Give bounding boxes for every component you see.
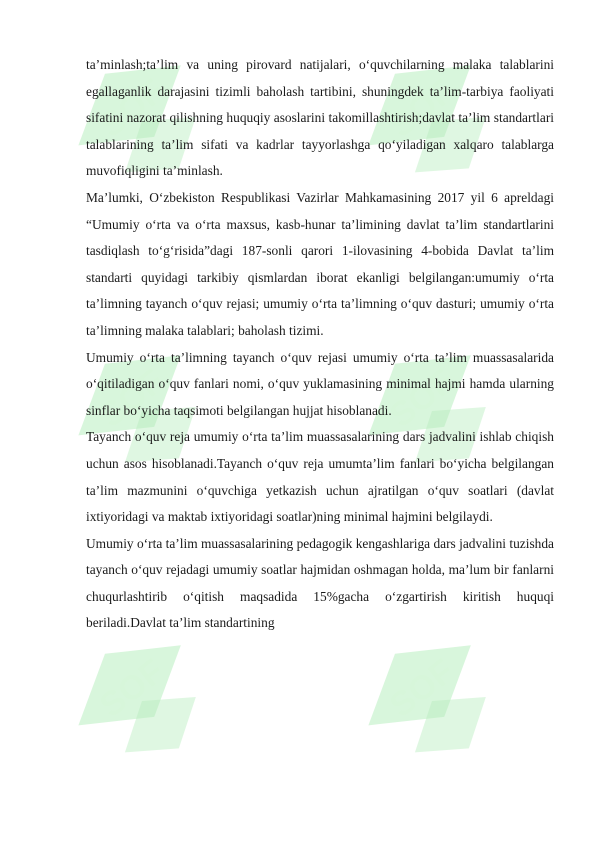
paragraph: Ma’lumki, O‘zbekiston Respublikasi Vazirlar Mahkamasining 2017 yil 6 apreldagi “Umumiy o‘rta va o‘rta maxsus, kasb-hunar ta’limining davlat ta’lim standartlarini tasdiqlash to‘g‘risida”dagi 187-sonli qarori 1-ilovasining 4-bobida Davlat ta’lim standarti quyidagi tarkibiy qismlardan iborat ekanligi belgilangan:umumiy o‘rta ta’limning tayanch o‘quv rejasi; umumiy o‘rta ta’limning o‘quv dasturi; umumiy o‘rta ta’limning malaka talablari; baholash tizimi.	[86, 189, 554, 338]
paragraph: Umumiy o‘rta ta’lim muassasalarining pedagogik kengashlariga dars jadvalini tuzishda tayanch o‘quv rejadagi umumiy soatlar hajmidan oshmagan holda, ma’lum bir fanlarni chuqurlashtirib o‘qitish maqsadida 15%gacha o‘zgartirish kiritish huquqi beriladi.Davlat ta’lim standartining	[86, 535, 554, 631]
watermark-text: SOF	[92, 651, 172, 725]
watermark-text: SOF	[92, 71, 172, 145]
watermark-text: SOF	[382, 71, 462, 145]
watermark-text: SOF	[92, 361, 172, 435]
paragraph: Tayanch o‘quv reja umumiy o‘rta ta’lim muassasalarining dars jadvalini ishlab chiqish uchun asos hisoblanadi.Tayanch o‘quv reja umumta’lim fanlari bo‘yicha belgilangan ta’lim mazmunini o‘quvchiga yetkazish uchun ajratilgan o‘quv soatlari (davlat ixtiyoridagi va maktab ixtiyoridagi soatlar)ning minimal hajmini belgilaydi.	[86, 429, 554, 525]
paragraph: ta’minlash;ta’lim va uning pirovard natijalari, o‘quvchilarning malaka talablarini egallaganlik darajasini tizimli baholash tartibini, shuningdek ta’lim-tarbiya faoliyati sifatini nazorat qilishning huquqiy asoslarini takomillashtirish;davlat ta’lim standartlari talablarining ta’lim sifati va kadrlar tayyorlashga qo‘yiladigan xalqaro talablarga muvofiqligini ta’minlash.	[86, 57, 554, 179]
document-body	[86, 52, 554, 637]
watermark-text: SOF	[382, 361, 462, 435]
watermark-text: SOF	[382, 651, 462, 725]
paragraph: Umumiy o‘rta ta’limning tayanch o‘quv rejasi umumiy o‘rta ta’lim muassasalarida o‘qitiladigan o‘quv fanlari nomi, o‘quv yuklamasining minimal hajmi hamda ularning sinflar bo‘yicha taqsimoti belgilangan hujjat hisoblanadi.	[86, 349, 554, 418]
